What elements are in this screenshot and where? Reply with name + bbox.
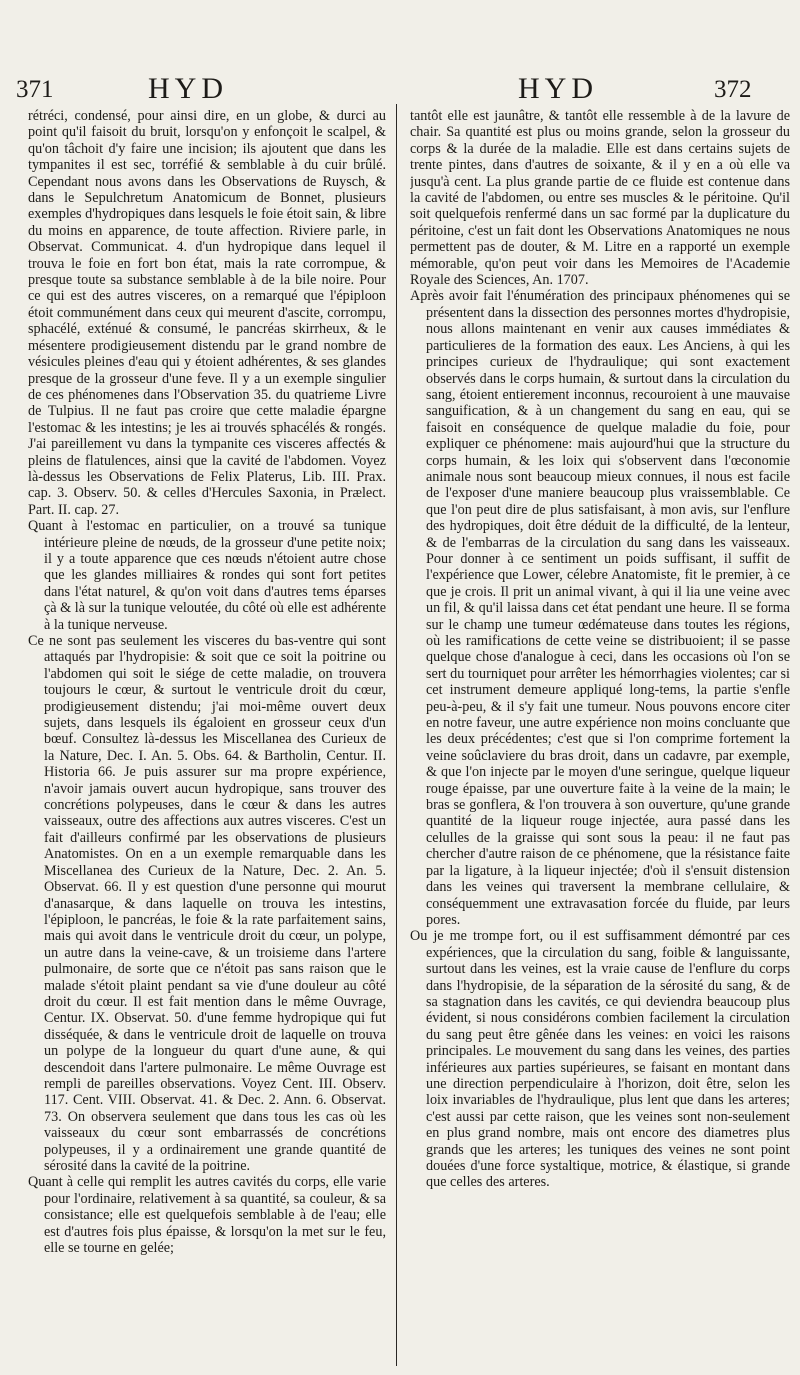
left-column — [28, 108, 386, 1370]
page-number-right: 372 — [714, 76, 752, 103]
paragraph: Ou je me trompe fort, ou il est suffisamment démontré par ces expériences, que la circulation du sang, foible & languissante, surtout dans les veines, est la vraie cause de l'enflure du corps dans l'hydropisie, de la séparation de la sérosité du sang, & de sa stagnation dans les cavités, ce qui deviendra beaucoup plus évident, si nous considérons combien facilement la circulation du sang peut être gênée dans les veines: en voici les raisons principales. Le mouvement du sang dans les veines, des parties inférieures aux parties supérieures, se faisant en montant dans une direction perpendiculaire à l'horizon, doit être, selon les loix invariables de l'hydraulique, plus lent que dans les arteres; c'est aussi par cette raison, que les veines sont non-seulement en plus grand nombre, mais ont encore des diametres plus grands que les arteres; les tuniques des veines ne sont point douées d'une force systaltique, motrice, & élastique, si grande que celles des arteres. — [410, 928, 790, 1191]
paragraph: rétréci, condensé, pour ainsi dire, en un globe, & durci au point qu'il faisoit du bruit, lorsqu'on y enfonçoit le scalpel, & qu'on tâchoit d'y faire une incision; ils ajoutent que dans les tympanites il est sec, torréfié & semblable à du cuir brûlé. Cependant nous avons dans les Observations de Ruysch, & dans le Sepulchretum Anatomicum de Bonnet, plusieurs exemples d'hydropiques dans lesquels le foie étoit sain, & libre du moins en apparence, de toute affection. Riviere parle, in Observat. Communicat. 4. d'un hydropique dans lequel il trouva le foie en fort bon état, mais la rate corrompue, & presque toute sa substance semblable à de la bile noire. Pour ce qui est des autres visceres, on a remarqué que l'épiploon étoit communément dans ceux qui meurent d'ascite, corrompu, sphacélé, exténué & consumé, le pancréas skirrheux, & le mésentere prodigieusement distendu par le grand nombre de vésicules pleines d'eau qui y étoient adhérentes, & ses glandes presque de la grosseur d'une feve. Il y a un exemple singulier de ces phénomenes dans l'Observation 35. du quatrieme Livre de Tulpius. Il ne faut pas croire que cette maladie épargne l'estomac & les intestins; je les ai trouvés sphacélés & rongés. J'ai pareillement vu dans la tympanite ces visceres affectés & pleins de flatulences, ainsi que la cavité de l'abdomen. Voyez là-dessus les Observations de Felix Platerus, Lib. III. Prax. cap. 3. Observ. 50. & celles d'Hercules Saxonia, in Prælect. Part. II. cap. 27. — [28, 108, 386, 518]
paragraph: Ce ne sont pas seulement les visceres du bas-ventre qui sont attaqués par l'hydropisie: & soit que ce soit la poitrine ou l'abdomen qui soit le siége de cette maladie, on trouvera toujours le cœur, & surtout le ventricule droit du cœur, prodigieusement distendu; j'ai moi-même ouvert deux sujets, dans lesquels ils égaloient en grosseur ceux d'un bœuf. Consultez là-dessus les Miscellanea des Curieux de la Nature, Dec. I. An. 5. Obs. 64. & Bartholin, Centur. II. Historia 66. Je puis assurer sur ma propre expérience, n'avoir jamais ouvert aucun hydropique, sans trouver des concrétions polypeuses, dans le cœur & dans les autres vaisseaux, outre des affections aux autres visceres. C'est un fait d'ailleurs confirmé par les observations de plusieurs Anatomistes. On en a un exemple remarquable dans les Miscellanea des Curieux de la Nature, Dec. 2. An. 5. Observat. 66. Il y est question d'une personne qui mourut d'anasarque, & dans laquelle on trouva les intestins, l'épiploon, le pancréas, le foie & la rate parfaitement sains, mais qui avoit dans le ventricule droit du cœur, un polype, un autre dans la veine-cave, & un troisieme dans l'artere pulmonaire, de sorte que ce n'étoit pas sans raison que le malade s'étoit plaint pendant sa vie d'une douleur au côté droit du cœur. Il est fait mention dans le même Ouvrage, Centur. IX. Observat. 50. d'une femme hydropique qui fut disséquée, & dans le ventricule droit de laquelle on trouva un polype de la longueur du quart d'une aune, & qui descendoit dans l'artere pulmonaire. Le même Ouvrage est rempli de pareilles observations. Voyez Cent. III. Observ. 117. Cent. VIII. Observat. 41. & Dec. 2. Ann. 6. Observat. 73. On observera seulement que dans tous les cas où les vaisseaux du cœur sont embarrassés de concrétions polypeuses, il y a ordinairement une grande quantité de sérosité dans la cavité de la poitrine. — [28, 633, 386, 1174]
column-divider — [396, 104, 397, 1366]
paragraph: tantôt elle est jaunâtre, & tantôt elle ressemble à de la lavure de chair. Sa quantité est plus ou moins grande, selon la grosseur du corps & la durée de la maladie. Elle est dans certains sujets de trente pintes, dans d'autres de soixante, & il y en a où elle va jusqu'à cent. La plus grande partie de ce fluide est contenue dans la cavité de l'abdomen, ou entre ses muscles & le péritoine. Qu'il soit quelquefois renfermé dans un sac formé par la duplicature du péritoine, c'est un fait dont les Observations Anatomiques ne nous permettent pas de douter, & M. Litre en a rapporté un exemple mémorable, qu'on peut voir dans les Memoires de l'Academie Royale des Sciences, An. 1707. — [410, 108, 790, 289]
page-number-left: 371 — [16, 76, 54, 103]
paragraph: Après avoir fait l'énumération des principaux phénomenes qui se présentent dans la dissection des personnes mortes d'hydropisie, nous allons maintenant en venir aux causes immédiates & particulieres de la formation des eaux. Les Anciens, à qui les principes curieux de l'hydraulique; qui sont exactement observés dans le corps humain, & surtout dans la circulation du sang, étoient entierement inconnus, recouroient à une mauvaise sanguification, & à un changement du sang en eau, qui se faisoit en conséquence de quelque maladie du foie, pour expliquer ce phénomene: mais aujourd'hui que la structure du corps humain, & les loix qui s'observent dans l'œconomie animale nous sont beaucoup mieux connues, il nous est facile de l'exposer d'une maniere beaucoup plus vraissemblable. Ce que l'on peut dire de plus satisfaisant, à mon avis, sur l'enflure des hydropiques, doit être déduit de la difficulté, de la lenteur, & de l'embarras de la circulation du sang dans les vaisseaux. Pour donner à ce sentiment un poids suffisant, il suffit de l'expérience que Lower, célebre Anatomiste, fit le premier, à ce que je crois. Il prit un animal vivant, à qui il lia une veine avec un fil, & qu'il laissa dans cet état pendant une heure. Il se forma sur le champ une tumeur œdémateuse dans toutes les régions, où les ramifications de cette veine se distribuoient; il se passe quelque chose d'analogue à ceci, dans les occasions où l'on se sert du tourniquet pour arrêter les hémorrhagies violentes; car si cet instrument demeure appliqué long-tems, la partie s'enfle peu-à-peu, & il s'y fait une tumeur. Nous pouvons encore citer en notre faveur, une autre expérience non moins concluante que les deux précédentes; c'est que si l'on comprime fortement la veine soûclaviere du bras droit, dans un cadavre, par exemple, & que l'on injecte par le moyen d'une seringue, quelque liqueur rouge épaisse, par une ouverture faite à la veine de la main; le bras se gonflera, & l'on trouvera à son ouverture, qu'une grande quantité de la liqueur rouge injectée, aura passé dans les celulles de la graisse qui sont sous la peau: il ne faut pas chercher d'autre raison de ce phénomene, que la résistance faite par la ligature, à la liqueur injectée; d'où il s'ensuit distension dans les veines qui traversent la membrane cellulaire, & conséquemment une extravasation forcée du fluide, par leurs pores. — [410, 288, 790, 928]
running-head-left: HYD — [148, 72, 228, 105]
page-header — [0, 70, 800, 110]
running-head-right: HYD — [518, 72, 598, 105]
paragraph: Quant à celle qui remplit les autres cavités du corps, elle varie pour l'ordinaire, relativement à sa quantité, sa couleur, & sa consistance; elle est quelquefois semblable à de l'eau; elle est d'autres fois plus épaisse, & lorsqu'on la met sur le feu, elle se tourne en gelée; — [28, 1174, 386, 1257]
paragraph: Quant à l'estomac en particulier, on a trouvé sa tunique intérieure pleine de nœuds, de la grosseur d'une petite noix; il y a toute apparence que ces nœuds n'étoient autre chose que les glandes milliaires & rondes qui sont fort petites dans l'état naturel, & qu'on voit dans d'autres tems éparses çà & là sur la tunique veloutée, du côté où elle est adhérente à la tunique nerveuse. — [28, 518, 386, 633]
right-column — [410, 108, 790, 1370]
